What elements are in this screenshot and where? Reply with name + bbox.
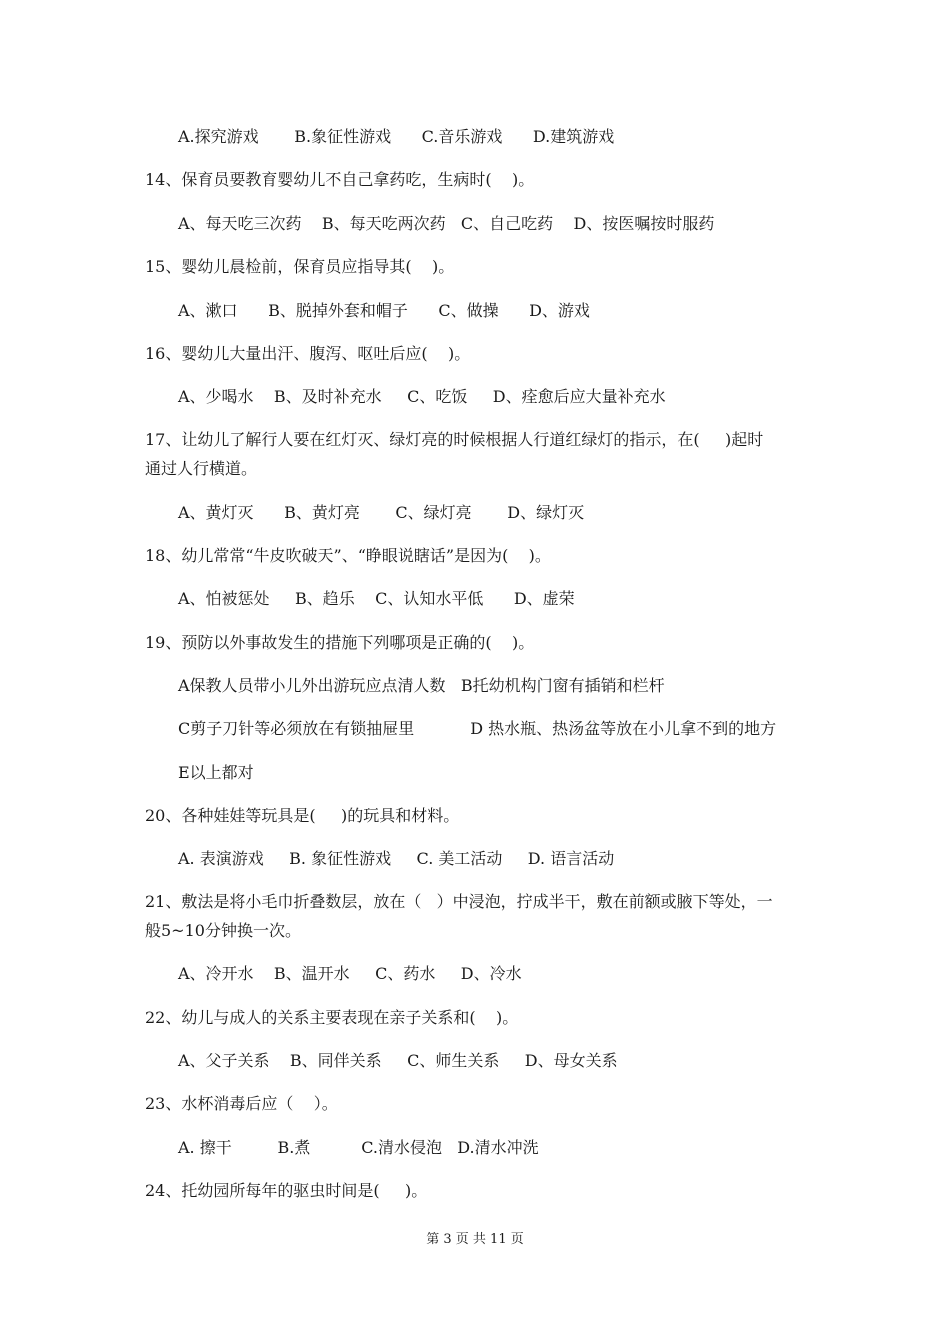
page-number-footer: 第 3 页 共 11 页 <box>426 1232 524 1247</box>
question-15: 15、婴幼儿晨检前，保育员应指导其( )。 <box>145 257 455 276</box>
question-18: 18、幼儿常常“牛皮吹破天”、“睁眼说瞎话”是因为( )。 <box>145 546 551 565</box>
q13-options: A.探究游戏 B.象征性游戏 C.音乐游戏 D.建筑游戏 <box>178 127 615 146</box>
q16-options: A、少喝水 B、及时补充水 C、吃饭 D、痊愈后应大量补充水 <box>178 387 666 406</box>
question-19: 19、预防以外事故发生的措施下列哪项是正确的( )。 <box>145 633 535 652</box>
question-16: 16、婴幼儿大量出汗、腹泻、呕吐后应( )。 <box>145 344 471 363</box>
question-20: 20、各种娃娃等玩具是( )的玩具和材料。 <box>145 806 460 825</box>
question-24: 24、托幼园所每年的驱虫时间是( )。 <box>145 1181 428 1200</box>
question-17: 17、让幼儿了解行人要在红灯灭、绿灯亮的时候根据人行道红绿灯的指示，在( )起时 <box>145 430 764 449</box>
q23-options: A. 擦干 B.煮 C.清水侵泡 D.清水冲洗 <box>178 1138 539 1157</box>
q19-options-ab: A保教人员带小儿外出游玩应点清人数 B托幼机构门窗有插销和栏杆 <box>178 676 665 695</box>
question-14: 14、保育员要教育婴幼儿不自己拿药吃，生病时( )。 <box>145 170 535 189</box>
q19-options-cd: C剪子刀针等必须放在有锁抽屉里 D 热水瓶、热汤盆等放在小儿拿不到的地方 <box>178 719 777 738</box>
q20-options: A. 表演游戏 B. 象征性游戏 C. 美工活动 D. 语言活动 <box>178 849 615 868</box>
question-21-continued: 般5~10分钟换一次。 <box>145 921 301 940</box>
question-21: 21、敷法是将小毛巾折叠数层，放在（ ）中浸泡，拧成半干，敷在前额或腋下等处，一 <box>145 892 773 911</box>
q18-options: A、怕被惩处 B、趋乐 C、认知水平低 D、虚荣 <box>178 589 575 608</box>
question-17-continued: 通过人行横道。 <box>145 459 258 478</box>
q21-options: A、冷开水 B、温开水 C、药水 D、冷水 <box>178 964 522 983</box>
question-23: 23、水杯消毒后应（ ）。 <box>145 1094 338 1113</box>
q22-options: A、父子关系 B、同伴关系 C、师生关系 D、母女关系 <box>178 1051 618 1070</box>
q14-options: A、每天吃三次药 B、每天吃两次药 C、自己吃药 D、按医嘱按时服药 <box>178 214 715 233</box>
q19-option-e: E以上都对 <box>178 763 254 782</box>
q17-options: A、黄灯灭 B、黄灯亮 C、绿灯亮 D、绿灯灭 <box>178 503 585 522</box>
question-22: 22、幼儿与成人的关系主要表现在亲子关系和( )。 <box>145 1008 519 1027</box>
q15-options: A、漱口 B、脱掉外套和帽子 C、做操 D、游戏 <box>178 301 590 320</box>
